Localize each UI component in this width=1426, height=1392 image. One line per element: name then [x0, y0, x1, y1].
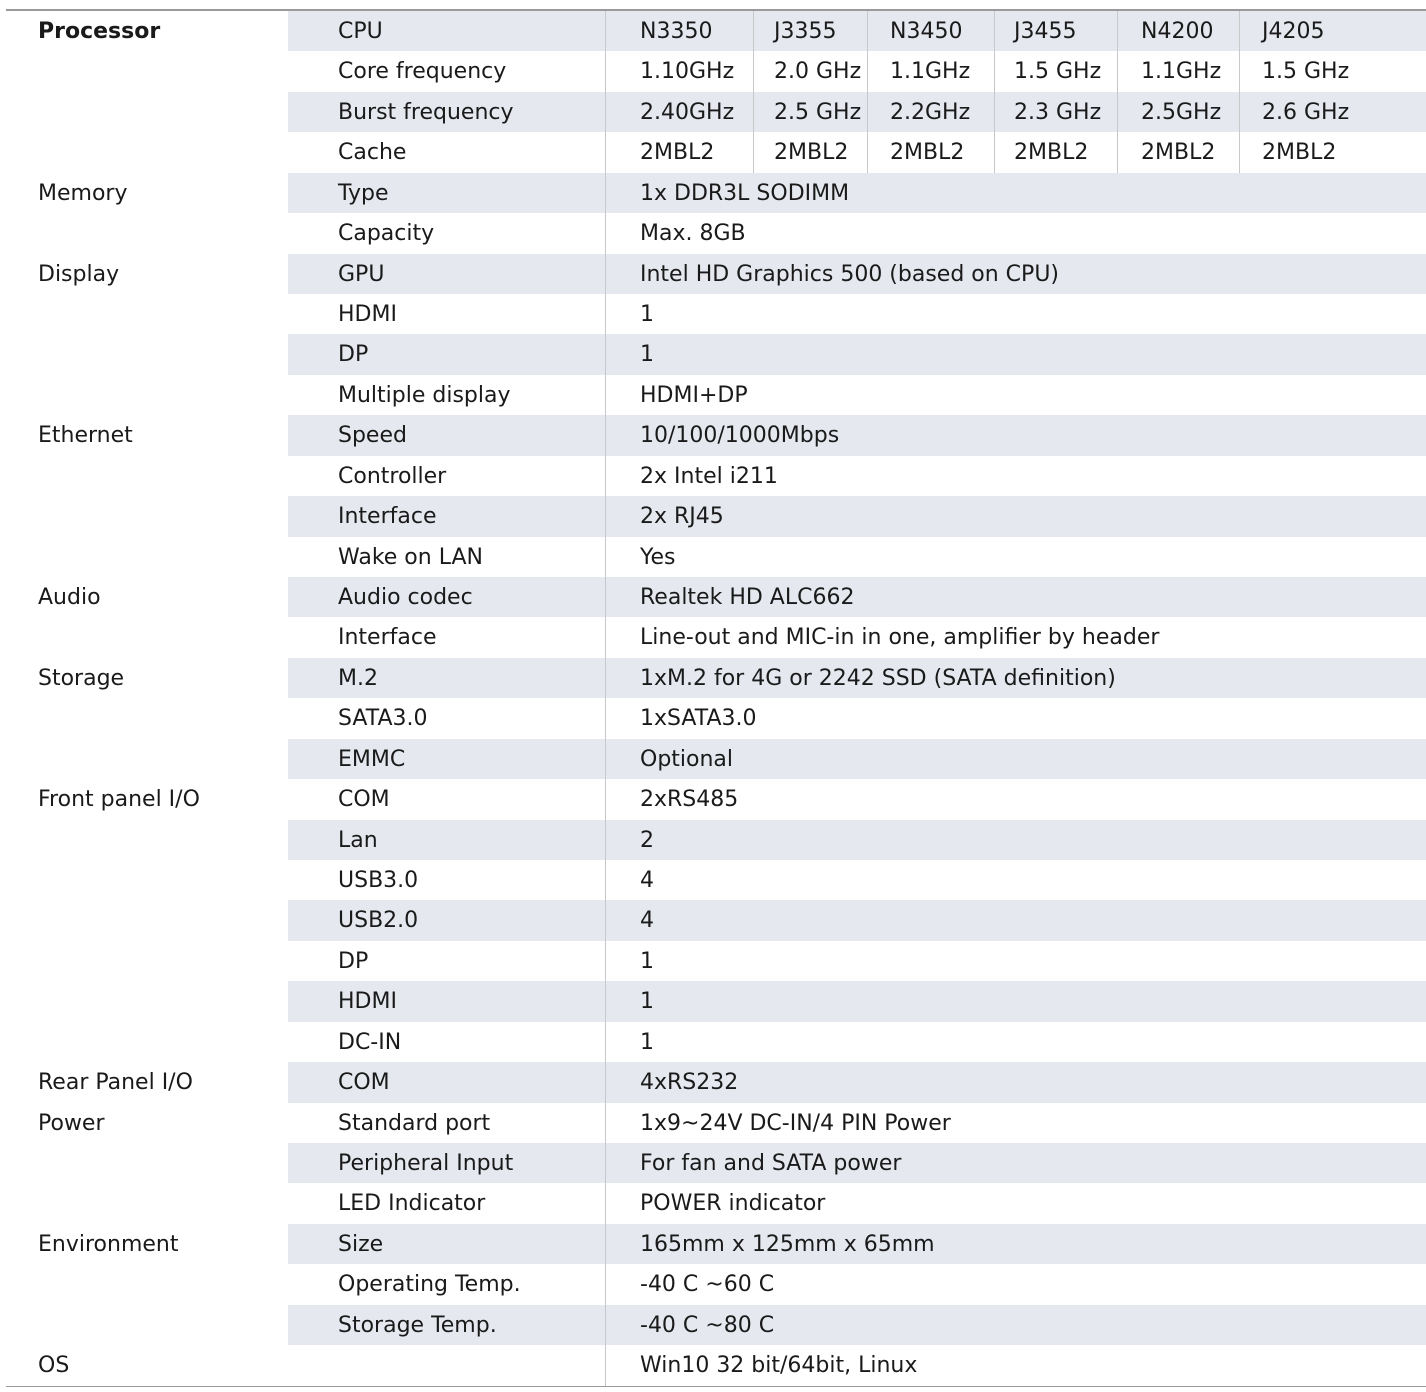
spec-label: M.2 [338, 665, 378, 691]
spec-label-cell [288, 1103, 605, 1143]
cpu-value: 1.5 GHz [1262, 59, 1350, 85]
category-label: Display [38, 261, 120, 287]
spec-value-cell [605, 1224, 1426, 1264]
spec-value-cell [605, 1022, 1426, 1062]
spec-label-cell [288, 1143, 605, 1183]
spec-label-cell [288, 617, 605, 657]
cpu-value-cell [867, 11, 995, 51]
table-row [0, 537, 1426, 577]
category-label: OS [38, 1353, 70, 1379]
spec-label-cell [288, 698, 605, 738]
cpu-values [605, 132, 1426, 172]
category-label: Front panel I/O [38, 787, 200, 813]
cpu-value-cell [753, 51, 868, 91]
cpu-value: 2.0 GHz [774, 59, 862, 85]
spec-value: 4 [640, 868, 654, 894]
table-row [0, 11, 1426, 51]
spec-value-cell [605, 900, 1426, 940]
spec-value-cell [605, 1264, 1426, 1304]
table-row [0, 1264, 1426, 1304]
spec-value-cell [605, 375, 1426, 415]
cpu-value-cell [867, 51, 995, 91]
spec-value: -40 C ~60 C [640, 1272, 775, 1298]
cpu-value: 2.2GHz [890, 99, 971, 125]
category-label: Ethernet [38, 423, 133, 449]
spec-value-cell [605, 1183, 1426, 1223]
spec-label: Storage Temp. [338, 1312, 497, 1338]
spec-value-cell [605, 254, 1426, 294]
cpu-value: 2MBL2 [640, 140, 715, 166]
category-cell [0, 1103, 288, 1143]
category-cell [0, 900, 288, 940]
cpu-value: 1.10GHz [640, 59, 735, 85]
spec-value-cell [605, 860, 1426, 900]
category-cell [0, 860, 288, 900]
category-label: Storage [38, 665, 125, 691]
table-row [0, 617, 1426, 657]
category-cell [0, 1345, 288, 1385]
cpu-value-cell [1117, 92, 1240, 132]
spec-value: Intel HD Graphics 500 (based on CPU) [640, 261, 1059, 287]
spec-label: Capacity [338, 221, 435, 247]
spec-value-cell [605, 537, 1426, 577]
spec-value-cell [605, 941, 1426, 981]
spec-value-cell [605, 820, 1426, 860]
cpu-value-cell [753, 92, 868, 132]
table-row [0, 698, 1426, 738]
spec-label-cell [288, 981, 605, 1021]
spec-label-cell [288, 334, 605, 374]
spec-label-cell [288, 1022, 605, 1062]
category-cell [0, 294, 288, 334]
category-label: Power [38, 1110, 105, 1136]
table-row [0, 1345, 1426, 1385]
spec-value: 1 [640, 1029, 654, 1055]
cpu-value: 2MBL2 [1262, 140, 1337, 166]
cpu-value-cell [605, 11, 754, 51]
spec-label: GPU [338, 261, 385, 287]
spec-label: DP [338, 342, 369, 368]
category-cell [0, 375, 288, 415]
spec-label-cell [288, 1183, 605, 1223]
spec-value-cell [605, 779, 1426, 819]
cpu-value: J4205 [1262, 19, 1325, 44]
cpu-value: 1.5 GHz [1014, 59, 1102, 85]
cpu-value: J3455 [1014, 19, 1077, 44]
category-cell [0, 213, 288, 253]
spec-value: 2x RJ45 [640, 504, 724, 530]
spec-label: Size [338, 1231, 384, 1257]
category-cell [0, 698, 288, 738]
cpu-value-cell [605, 132, 754, 172]
spec-value-cell [605, 456, 1426, 496]
spec-label-cell [288, 11, 605, 51]
spec-value: 4xRS232 [640, 1070, 739, 1096]
cpu-value-cell [994, 51, 1118, 91]
category-cell [0, 1183, 288, 1223]
table-row [0, 334, 1426, 374]
table-row [0, 1103, 1426, 1143]
table-row [0, 941, 1426, 981]
spec-value-cell [605, 213, 1426, 253]
table-row [0, 900, 1426, 940]
spec-value-cell [605, 415, 1426, 455]
spec-label: COM [338, 787, 390, 813]
category-cell [0, 132, 288, 172]
category-cell [0, 173, 288, 213]
spec-label-cell [288, 1224, 605, 1264]
spec-label: COM [338, 1070, 390, 1096]
cpu-value-cell [994, 132, 1118, 172]
spec-label-cell [288, 1062, 605, 1102]
spec-value: HDMI+DP [640, 382, 748, 408]
spec-label: Lan [338, 827, 378, 853]
spec-value-cell [605, 173, 1426, 213]
category-cell [0, 51, 288, 91]
spec-value: 1x9~24V DC-IN/4 PIN Power [640, 1110, 951, 1136]
spec-value-cell [605, 698, 1426, 738]
spec-label: Type [338, 180, 389, 206]
category-cell [0, 617, 288, 657]
spec-label-cell [288, 51, 605, 91]
cpu-value-cell [753, 132, 868, 172]
spec-value: -40 C ~80 C [640, 1312, 775, 1338]
spec-value: 165mm x 125mm x 65mm [640, 1231, 935, 1257]
spec-label-cell [288, 900, 605, 940]
table-row [0, 415, 1426, 455]
spec-value: 4 [640, 908, 654, 934]
spec-value: Realtek HD ALC662 [640, 585, 855, 611]
category-cell [0, 941, 288, 981]
spec-label: Speed [338, 423, 407, 449]
spec-label-cell [288, 779, 605, 819]
table-row [0, 294, 1426, 334]
table-row [0, 1022, 1426, 1062]
spec-label: USB2.0 [338, 908, 419, 934]
table-row [0, 1183, 1426, 1223]
spec-value-cell [605, 294, 1426, 334]
cpu-values [605, 51, 1426, 91]
spec-value: Max. 8GB [640, 221, 746, 247]
cpu-value-cell [1239, 51, 1426, 91]
spec-label: USB3.0 [338, 868, 419, 894]
spec-label-cell [288, 456, 605, 496]
cpu-value-cell [994, 11, 1118, 51]
spec-value: For fan and SATA power [640, 1151, 902, 1177]
table-row [0, 132, 1426, 172]
table-row [0, 981, 1426, 1021]
spec-label: Multiple display [338, 382, 511, 408]
spec-value-cell [605, 617, 1426, 657]
spec-value: POWER indicator [640, 1191, 826, 1217]
category-label: Rear Panel I/O [38, 1070, 193, 1096]
spec-label-cell [288, 415, 605, 455]
spec-label-cell [288, 132, 605, 172]
spec-label: Audio codec [338, 585, 473, 611]
cpu-value-cell [605, 92, 754, 132]
spec-label-cell [288, 92, 605, 132]
spec-label: EMMC [338, 746, 406, 772]
spec-label-cell [288, 213, 605, 253]
category-cell [0, 254, 288, 294]
cpu-value: 1.1GHz [890, 59, 971, 85]
spec-label: Wake on LAN [338, 544, 483, 570]
spec-value-cell [605, 1345, 1426, 1385]
category-label: Environment [38, 1231, 179, 1257]
category-cell [0, 981, 288, 1021]
spec-value-cell [605, 577, 1426, 617]
table-row [0, 92, 1426, 132]
category-cell [0, 1224, 288, 1264]
table-row [0, 820, 1426, 860]
spec-label: Burst frequency [338, 99, 514, 125]
cpu-value-cell [1239, 132, 1426, 172]
table-row [0, 1143, 1426, 1183]
spec-label: SATA3.0 [338, 706, 428, 732]
spec-label-cell [288, 820, 605, 860]
spec-value-cell [605, 658, 1426, 698]
table-row [0, 1224, 1426, 1264]
spec-value: 1 [640, 948, 654, 974]
cpu-value: 2MBL2 [890, 140, 965, 166]
category-label: Memory [38, 180, 128, 206]
spec-value-cell [605, 1103, 1426, 1143]
spec-label: Interface [338, 625, 437, 651]
spec-label-cell [288, 1264, 605, 1304]
category-cell [0, 415, 288, 455]
spec-label-cell [288, 739, 605, 779]
spec-value: Win10 32 bit/64bit, Linux [640, 1353, 918, 1379]
cpu-value: 2MBL2 [774, 140, 849, 166]
cpu-value-cell [867, 92, 995, 132]
spec-label: Peripheral Input [338, 1151, 514, 1177]
spec-value: 1x DDR3L SODIMM [640, 180, 850, 206]
spec-label: Core frequency [338, 59, 507, 85]
spec-label: HDMI [338, 302, 397, 327]
table-row [0, 375, 1426, 415]
spec-label: DP [338, 948, 369, 974]
category-cell [0, 92, 288, 132]
table-row [0, 1305, 1426, 1345]
spec-value-cell [605, 739, 1426, 779]
cpu-values [605, 11, 1426, 51]
spec-value: 1xM.2 for 4G or 2242 SSD (SATA definition) [640, 665, 1116, 691]
spec-value-cell [605, 981, 1426, 1021]
spec-value: 1 [640, 302, 654, 327]
cpu-value-cell [1117, 11, 1240, 51]
cpu-values [605, 92, 1426, 132]
cpu-value: 2.3 GHz [1014, 99, 1102, 125]
spec-label: Cache [338, 140, 407, 166]
category-label: Audio [38, 585, 101, 611]
cpu-value-cell [994, 92, 1118, 132]
spec-value: 10/100/1000Mbps [640, 423, 840, 449]
category-cell [0, 779, 288, 819]
category-cell [0, 496, 288, 536]
spec-label: Interface [338, 504, 437, 530]
cpu-value: J3355 [774, 19, 837, 44]
cpu-value-cell [1117, 132, 1240, 172]
group-divider [6, 1386, 1426, 1387]
cpu-value: 2.5GHz [1141, 99, 1222, 125]
spec-label-cell [288, 1305, 605, 1345]
spec-value-cell [605, 1305, 1426, 1345]
spec-value: Yes [640, 544, 676, 570]
table-row [0, 779, 1426, 819]
table-row [0, 213, 1426, 253]
category-cell [0, 11, 288, 51]
cpu-value-cell [753, 11, 868, 51]
spec-label-cell [288, 496, 605, 536]
table-row [0, 860, 1426, 900]
spec-label-cell [288, 658, 605, 698]
table-row [0, 496, 1426, 536]
spec-label-cell [288, 941, 605, 981]
cpu-value: 2.40GHz [640, 99, 735, 125]
category-cell [0, 1143, 288, 1183]
cpu-value: N3350 [640, 19, 713, 44]
cpu-value: 2.6 GHz [1262, 99, 1350, 125]
category-cell [0, 820, 288, 860]
cpu-value-cell [867, 132, 995, 172]
category-cell [0, 739, 288, 779]
spec-label-cell [288, 1345, 605, 1385]
spec-label-cell [288, 537, 605, 577]
table-row [0, 739, 1426, 779]
spec-value: 2x Intel i211 [640, 463, 778, 489]
spec-value: Optional [640, 746, 734, 772]
spec-value: 1 [640, 989, 654, 1015]
cpu-value-cell [1239, 92, 1426, 132]
spec-label: Operating Temp. [338, 1272, 521, 1298]
table-row [0, 577, 1426, 617]
cpu-value: 1.1GHz [1141, 59, 1222, 85]
cpu-value-cell [605, 51, 754, 91]
spec-value: 2xRS485 [640, 787, 739, 813]
spec-label-cell [288, 860, 605, 900]
spec-value-cell [605, 1143, 1426, 1183]
category-cell [0, 456, 288, 496]
table-row [0, 1062, 1426, 1102]
table-row [0, 173, 1426, 213]
cpu-value: N3450 [890, 19, 963, 44]
spec-label: DC-IN [338, 1029, 402, 1055]
spec-label-cell [288, 294, 605, 334]
category-cell [0, 1264, 288, 1304]
spec-label: Controller [338, 463, 447, 489]
cpu-value: 2MBL2 [1014, 140, 1089, 166]
category-cell [0, 577, 288, 617]
spec-label: HDMI [338, 989, 397, 1015]
spec-label: CPU [338, 19, 383, 44]
spec-label-cell [288, 577, 605, 617]
table-row [0, 254, 1426, 294]
table-row [0, 51, 1426, 91]
category-cell [0, 1062, 288, 1102]
spec-label-cell [288, 173, 605, 213]
category-cell [0, 658, 288, 698]
spec-value-cell [605, 496, 1426, 536]
cpu-value-cell [1117, 51, 1240, 91]
spec-value: 2 [640, 827, 654, 853]
category-cell [0, 334, 288, 374]
cpu-value: 2MBL2 [1141, 140, 1216, 166]
spec-value: 1xSATA3.0 [640, 706, 757, 732]
spec-label-cell [288, 375, 605, 415]
spec-value-cell [605, 1062, 1426, 1102]
spec-label: Standard port [338, 1110, 491, 1136]
category-label: Processor [38, 19, 161, 44]
spec-value: 1 [640, 342, 654, 368]
spec-label: LED Indicator [338, 1191, 486, 1217]
cpu-value: N4200 [1141, 19, 1214, 44]
spec-value: Line-out and MIC-in in one, amplifier by header [640, 625, 1160, 651]
category-cell [0, 537, 288, 577]
category-cell [0, 1305, 288, 1345]
spec-value-cell [605, 334, 1426, 374]
table-row [0, 658, 1426, 698]
cpu-value-cell [1239, 11, 1426, 51]
spec-label-cell [288, 254, 605, 294]
cpu-value: 2.5 GHz [774, 99, 862, 125]
category-cell [0, 1022, 288, 1062]
table-row [0, 456, 1426, 496]
